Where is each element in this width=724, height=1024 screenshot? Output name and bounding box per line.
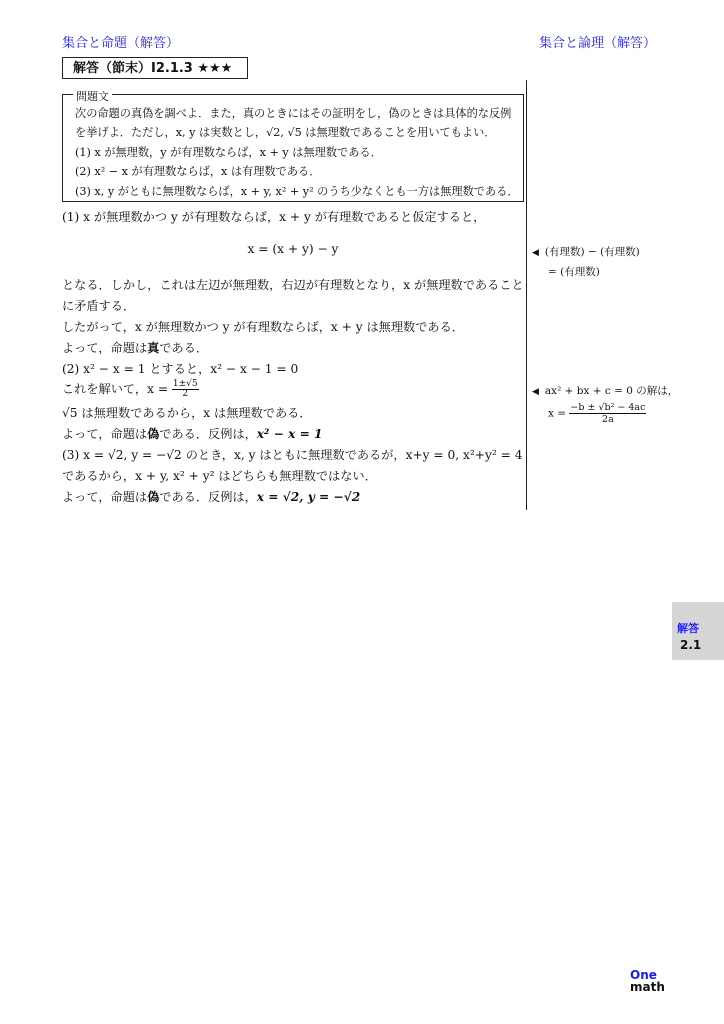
text: よって，命題は <box>62 490 148 504</box>
numerator: −b ± √b² − 4ac <box>570 402 646 413</box>
denominator: 2 <box>182 389 189 399</box>
logo-math: math <box>630 980 665 994</box>
verdict-false: 偽 <box>147 490 160 504</box>
side-note-2 <box>532 383 678 398</box>
denominator: 2a <box>602 414 614 425</box>
quadratic-formula <box>548 402 646 425</box>
tab-label: 解答 <box>677 622 699 635</box>
solution-line <box>62 380 199 399</box>
side-note-1 <box>532 244 640 259</box>
problem-line: を挙げよ．ただし，x, y は実数とし，√2, √5 は無理数であることを用いてもよい． <box>75 126 496 140</box>
verdict-false: 偽 <box>147 427 160 441</box>
text: である．反例は， <box>159 490 257 504</box>
equation: x = (x + y) − y <box>247 242 339 256</box>
text: である． <box>159 341 209 355</box>
header-left: 集合と命題（解答） <box>62 36 180 51</box>
body-line: したがって，x が無理数かつ y が有理数ならば，x + y は無理数である． <box>62 320 464 334</box>
conclusion-1 <box>62 339 208 356</box>
conclusion-2 <box>62 425 323 442</box>
body-line: (2) x² − x = 1 とすると，x² − x − 1 = 0 <box>62 362 299 376</box>
body-line: となる．しかし，これは左辺が無理数，右辺が有理数となり，x が無理数であること <box>62 278 524 292</box>
margin-rule <box>526 80 527 510</box>
arrow-icon: ◀ <box>532 387 539 397</box>
fraction <box>569 402 646 425</box>
body-line: √5 は無理数であるから，x は無理数である． <box>62 406 312 420</box>
problem-line: (3) x, y がともに無理数ならば，x + y, x² + y² のうち少なくとも一方は無理数である． <box>75 184 519 198</box>
problem-line: 次の命題の真偽を調べよ．また，真のときにはその証明をし，偽のときは具体的な反例 <box>75 107 512 120</box>
text: である．反例は， <box>159 427 257 441</box>
conclusion-3 <box>62 488 360 505</box>
counterexample: x² − x = 1 <box>256 427 323 441</box>
problem-legend: 問題文 <box>73 87 112 106</box>
problem-line: (1) x が無理数，y が有理数ならば，x + y は無理数である． <box>75 145 382 159</box>
logo-one: One <box>630 968 657 982</box>
side-note-1b: = (有理数) <box>548 266 600 278</box>
solution-title: 解答（節末）I2.1.3 ★★★ <box>62 57 248 79</box>
text: ax² + bx + c = 0 の解は， <box>544 385 679 397</box>
section-tab <box>672 602 724 660</box>
onemath-logo <box>628 968 676 996</box>
text: よって，命題は <box>62 427 148 441</box>
body-line: (1) x が無理数かつ y が有理数ならば，x + y が有理数であると仮定すると， <box>62 210 486 224</box>
text: x = <box>548 407 570 420</box>
fraction <box>172 380 199 399</box>
header-right: 集合と論理（解答） <box>538 36 656 51</box>
tab-number: 2.1 <box>680 638 702 652</box>
text: よって，命題は <box>62 341 148 355</box>
text: (有理数) − (有理数) <box>544 246 640 258</box>
verdict-true: 真 <box>147 341 160 355</box>
problem-box <box>62 90 524 202</box>
text: これを解いて，x = <box>62 382 172 396</box>
problem-line: (2) x² − x が有理数ならば，x は有理数である． <box>75 165 321 179</box>
body-line: であるから，x + y, x² + y² はどちらも無理数ではない． <box>62 469 377 483</box>
counterexample: x = √2, y = −√2 <box>256 490 361 504</box>
numerator: 1±√5 <box>172 379 198 389</box>
arrow-icon: ◀ <box>532 248 539 258</box>
body-line: に矛盾する． <box>62 299 136 313</box>
body-line: (3) x = √2, y = −√2 のとき，x, y はともに無理数であるが，x+y = 0, x²+y² = 4 <box>62 448 523 462</box>
